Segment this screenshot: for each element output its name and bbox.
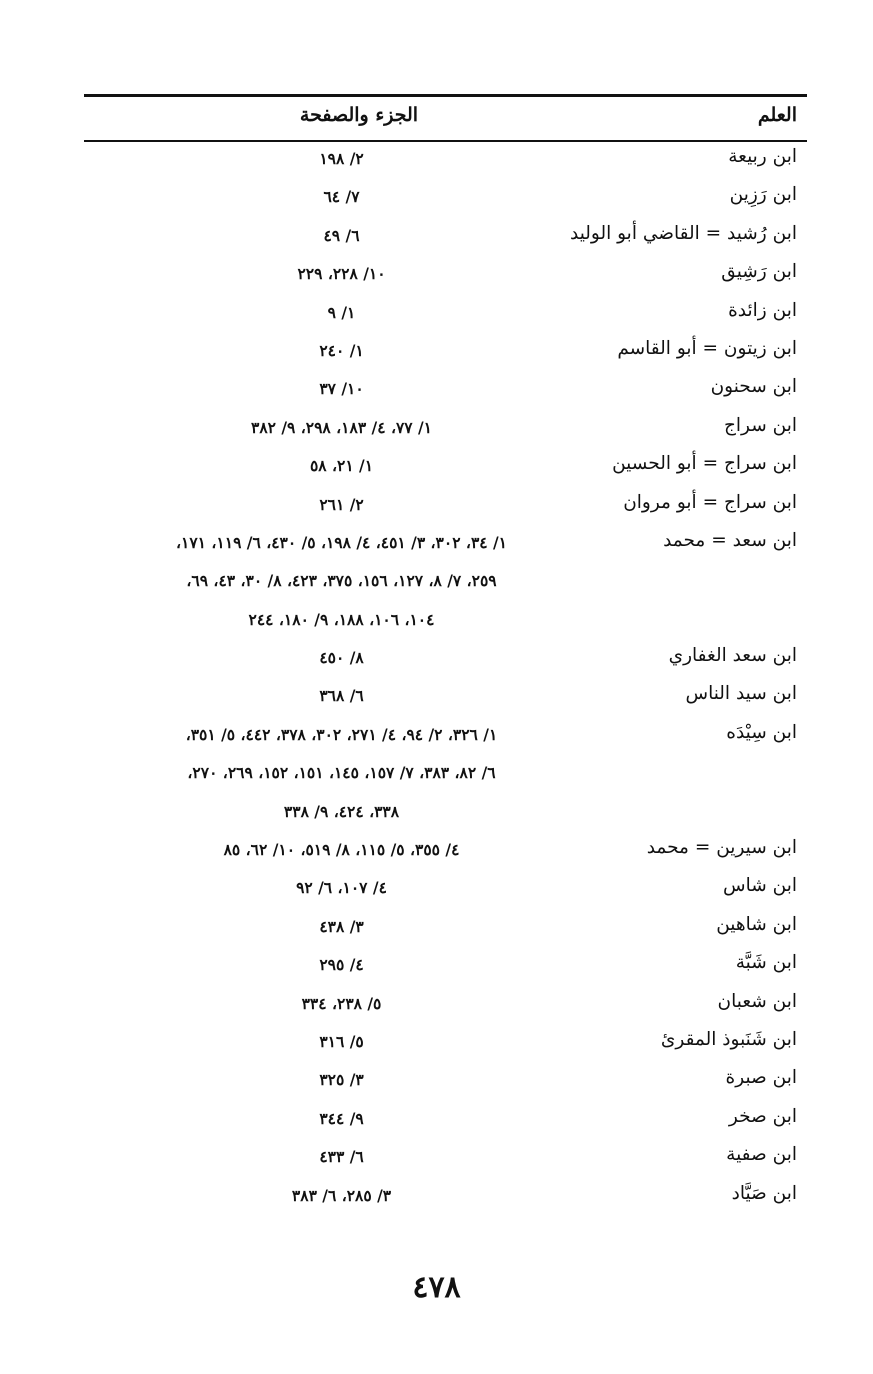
entry-reference: ١/ ٢١، ٥٨ bbox=[309, 456, 374, 476]
list-item bbox=[84, 449, 807, 487]
entry-reference: ٤/ ١٠٧، ٦/ ٩٢ bbox=[296, 878, 387, 898]
entry-reference: ٣٣٨، ٤٢٤، ٩/ ٣٣٨ bbox=[283, 801, 400, 821]
entry-name: ابن سعد الغفاري bbox=[668, 645, 797, 667]
list-item bbox=[84, 1102, 807, 1140]
entry-name: ابن رَزِين bbox=[729, 184, 797, 206]
list-item bbox=[84, 987, 807, 1025]
list-item bbox=[84, 871, 807, 909]
entry-reference: ١/ ٣٤، ٣٠٢، ٣/ ٤٥١، ٤/ ١٩٨، ٥/ ٤٣٠، ٦/ ١١٩، ١٧١، bbox=[176, 532, 507, 552]
list-item bbox=[84, 1063, 807, 1101]
list-item bbox=[84, 756, 807, 794]
entry-name: ابن صخر bbox=[728, 1105, 797, 1127]
entry-reference: ٥/ ٢٣٨، ٣٣٤ bbox=[301, 993, 382, 1013]
entry-name: ابن رُشيد = القاضي أبو الوليد bbox=[569, 222, 797, 244]
entry-reference: ٩/ ٣٤٤ bbox=[319, 1108, 364, 1128]
list-item bbox=[84, 948, 807, 986]
list-item bbox=[84, 718, 807, 756]
list-item bbox=[84, 257, 807, 295]
entry-reference: ١/ ٧٧، ٤/ ١٨٣، ٢٩٨، ٩/ ٣٨٢ bbox=[251, 417, 432, 437]
entry-reference: ٦/ ٤٣٣ bbox=[319, 1147, 364, 1167]
entry-reference: ٥/ ٣١٦ bbox=[319, 1031, 364, 1051]
entry-reference: ٢/ ١٩٨ bbox=[319, 149, 364, 168]
entry-reference: ٢/ ٢٦١ bbox=[319, 494, 364, 514]
entry-reference: ٨/ ٤٥٠ bbox=[319, 648, 364, 668]
page-number: ٤٧٨ bbox=[412, 1270, 461, 1305]
entry-name: ابن شاس bbox=[723, 875, 797, 897]
entry-name: ابن شاهين bbox=[716, 913, 797, 935]
entry-name: ابن سحنون bbox=[710, 376, 797, 398]
name-column-header: العلم bbox=[757, 104, 797, 126]
list-item bbox=[84, 603, 807, 641]
entry-reference: ٤/ ٣٥٥، ٥/ ١١٥، ٨/ ٥١٩، ١٠/ ٦٢، ٨٥ bbox=[223, 840, 460, 860]
entry-name: ابن شَبَّة bbox=[735, 952, 797, 974]
entry-name: ابن رَشِيق bbox=[721, 261, 797, 283]
entry-name: ابن سعد = محمد bbox=[663, 529, 797, 551]
entry-name: ابن صفية bbox=[726, 1144, 797, 1166]
top-rule bbox=[84, 94, 807, 97]
entry-reference: ٧/ ٦٤ bbox=[323, 187, 360, 207]
list-item bbox=[84, 219, 807, 257]
entry-name: ابن شَنَبوذ المقرئ bbox=[660, 1028, 797, 1050]
list-item bbox=[84, 1140, 807, 1178]
entry-reference: ٢٥٩، ٧/ ٨، ١٢٧، ١٥٦، ٣٧٥، ٤٢٣، ٨/ ٣٠، ٤٣، ٦٩، bbox=[186, 571, 497, 591]
entry-reference: ١/ ٩ bbox=[327, 302, 356, 322]
list-item bbox=[84, 372, 807, 410]
entry-reference: ١٠/ ٣٧ bbox=[319, 379, 364, 399]
list-item bbox=[84, 296, 807, 334]
entry-name: ابن سِيْدَه bbox=[726, 721, 797, 743]
entry-reference: ٦/ ٤٩ bbox=[323, 225, 360, 245]
entry-name: ابن سراج = أبو الحسين bbox=[612, 453, 797, 475]
table-header bbox=[84, 100, 807, 136]
list-item bbox=[84, 180, 807, 218]
entry-reference: ٣/ ٣٢٥ bbox=[319, 1070, 364, 1090]
list-item bbox=[84, 411, 807, 449]
list-item bbox=[84, 910, 807, 948]
entry-reference: ١٠/ ٢٢٨، ٢٢٩ bbox=[297, 264, 386, 284]
entry-name: ابن سراج = أبو مروان bbox=[623, 491, 797, 513]
entry-reference: ١٠٤، ١٠٦، ١٨٨، ٩/ ١٨٠، ٢٤٤ bbox=[248, 609, 435, 629]
entry-name: ابن صبرة bbox=[725, 1067, 797, 1089]
list-item bbox=[84, 641, 807, 679]
entry-name: ابن سيرين = محمد bbox=[646, 837, 797, 859]
entry-name: ابن شعبان bbox=[717, 990, 797, 1012]
entry-reference: ٤/ ٢٩٥ bbox=[319, 955, 364, 975]
entry-name: ابن سيد الناس bbox=[685, 683, 797, 705]
reference-column-header: الجزء والصفحة bbox=[299, 104, 419, 126]
entry-reference: ٣/ ٢٨٥، ٦/ ٣٨٣ bbox=[291, 1185, 392, 1205]
list-item bbox=[84, 334, 807, 372]
entry-name: ابن زائدة bbox=[728, 299, 797, 321]
list-item bbox=[84, 679, 807, 717]
entry-reference: ٦/ ٣٦٨ bbox=[319, 686, 364, 706]
entry-name: ابن صَيَّاد bbox=[731, 1182, 797, 1204]
entry-reference: ١/ ٢٤٠ bbox=[319, 340, 364, 360]
list-item bbox=[84, 833, 807, 871]
entry-reference: ١/ ٣٢٦، ٢/ ٩٤، ٤/ ٢٧١، ٣٠٢، ٣٧٨، ٤٤٢، ٥/ ٣٥١، bbox=[185, 724, 498, 744]
entry-reference: ٦/ ٨٢، ٣٨٣، ٧/ ١٥٧، ١٤٥، ١٥١، ١٥٢، ٢٦٩، ٢٧٠، bbox=[187, 763, 496, 783]
list-item bbox=[84, 795, 807, 833]
entry-name: ابن زيتون = أبو القاسم bbox=[617, 337, 797, 359]
entry-name: ابن ربيعة bbox=[728, 146, 797, 167]
list-item bbox=[84, 1025, 807, 1063]
list-item bbox=[84, 1179, 807, 1217]
list-item bbox=[84, 488, 807, 526]
entry-name: ابن سراج bbox=[723, 414, 797, 436]
list-item bbox=[84, 526, 807, 564]
entry-reference: ٣/ ٤٣٨ bbox=[319, 916, 364, 936]
list-item bbox=[84, 564, 807, 602]
index-entries bbox=[84, 142, 807, 1217]
list-item bbox=[84, 142, 807, 180]
